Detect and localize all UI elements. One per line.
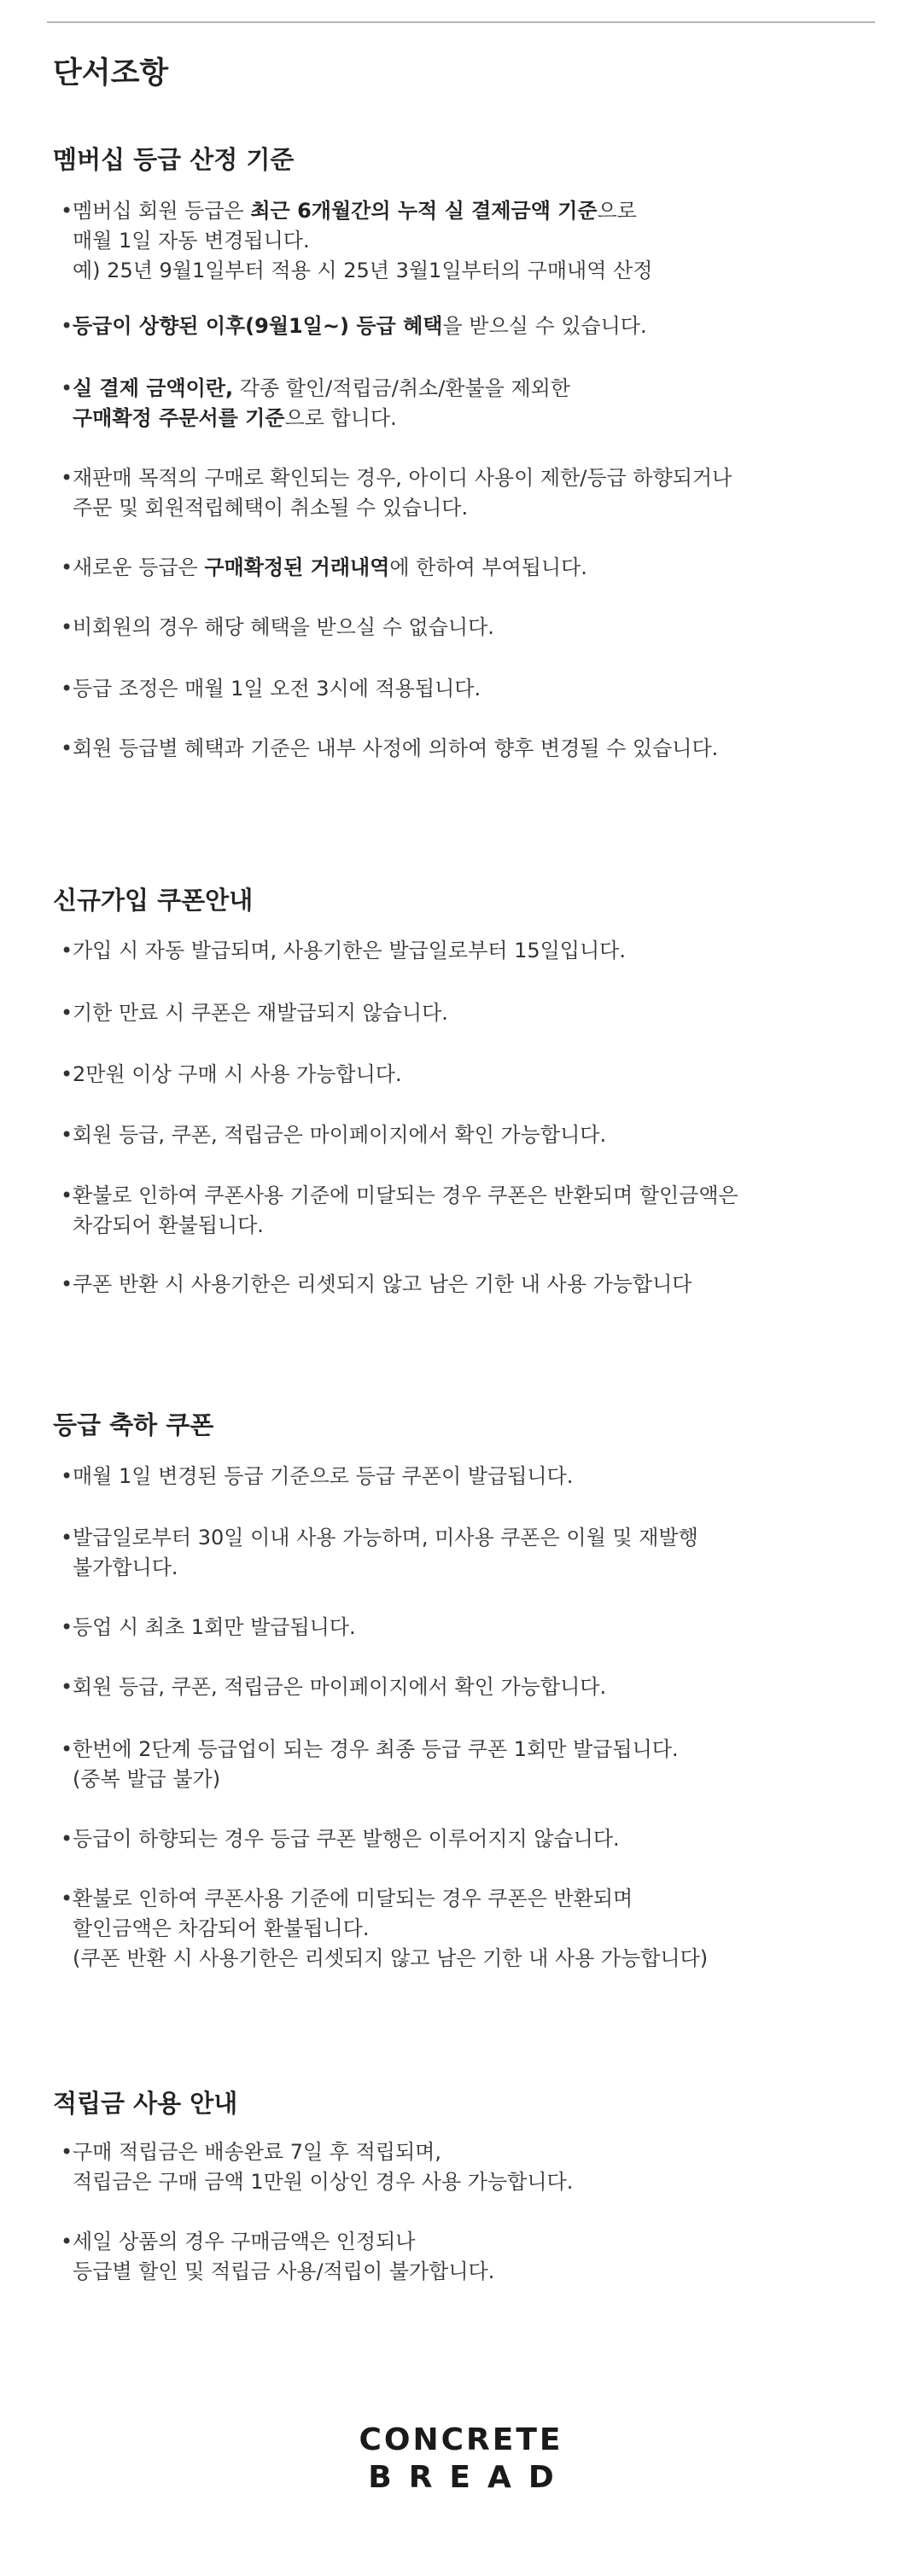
item-line	[73, 1270, 841, 1300]
list-item	[61, 553, 841, 583]
item-line	[73, 2137, 841, 2167]
item-text: 에 한하여 부여됩니다.	[389, 555, 587, 579]
item-text: 한번에 2단계 등급업이 되는 경우 최종 등급 쿠폰 1회만 발급됩니다.	[73, 1737, 679, 1761]
bullet-icon: •	[61, 1001, 73, 1025]
item-line	[73, 1211, 841, 1241]
bullet-icon: •	[61, 1827, 73, 1851]
list-item	[61, 2137, 841, 2197]
item-line	[73, 311, 841, 341]
section-title: 멤버십 등급 산정 기준	[53, 145, 295, 174]
bullet-icon: •	[61, 199, 73, 223]
item-line	[73, 404, 841, 433]
item-line	[73, 374, 841, 404]
item-text: 불가합니다.	[73, 1555, 178, 1579]
list-item	[61, 1270, 841, 1300]
item-text: 회원 등급, 쿠폰, 적립금은 마이페이지에서 확인 가능합니다.	[73, 1123, 607, 1147]
list-item	[61, 1672, 841, 1702]
list-item	[61, 674, 841, 704]
item-line	[73, 998, 841, 1028]
item-line	[73, 553, 841, 583]
item-line	[73, 1765, 841, 1794]
item-text: 새로운 등급은	[73, 555, 205, 579]
section-2	[53, 883, 881, 917]
list-item	[61, 1181, 841, 1241]
item-text: 회원 등급, 쿠폰, 적립금은 마이페이지에서 확인 가능합니다.	[73, 1675, 607, 1699]
item-line	[73, 1060, 841, 1090]
list-item	[61, 1523, 841, 1583]
list-item	[61, 998, 841, 1028]
item-text: 각종 할인/적립금/취소/환불을 제외한	[233, 376, 571, 400]
bullet-icon: •	[61, 615, 73, 639]
list-item	[61, 1060, 841, 1090]
list-item	[61, 1462, 841, 1492]
page-title: 단서조항	[53, 56, 169, 90]
list-item	[61, 374, 841, 433]
item-line	[73, 734, 841, 764]
bullet-icon: •	[61, 466, 73, 490]
list-item	[61, 734, 841, 764]
list-item	[61, 2227, 841, 2287]
bullet-icon: •	[61, 376, 73, 400]
item-line	[73, 1613, 841, 1643]
top-divider	[47, 21, 875, 23]
list-item	[61, 463, 841, 523]
bullet-icon: •	[61, 2230, 73, 2253]
bullet-icon: •	[61, 1272, 73, 1296]
item-text: 기한 만료 시 쿠폰은 재발급되지 않습니다.	[73, 1001, 448, 1025]
section-3	[53, 1408, 881, 1442]
section-4	[53, 2086, 881, 2120]
bullet-icon: •	[61, 1737, 73, 1761]
item-text: (중복 발급 불가)	[73, 1767, 221, 1791]
item-line	[73, 196, 841, 226]
item-line	[73, 613, 841, 643]
bullet-icon: •	[61, 736, 73, 760]
item-text: (쿠폰 반환 시 사용기한은 리셋되지 않고 남은 기한 내 사용 가능합니다)	[73, 1946, 709, 1970]
logo-line-2: BREAD	[368, 2460, 571, 2495]
item-line	[73, 1181, 841, 1211]
list-item	[61, 196, 841, 286]
item-text: 쿠폰 반환 시 사용기한은 리셋되지 않고 남은 기한 내 사용 가능합니다	[73, 1272, 692, 1296]
item-line	[73, 936, 841, 966]
list-item	[61, 1613, 841, 1643]
item-text: 멤버십 회원 등급은	[73, 199, 251, 223]
item-text: 회원 등급별 혜택과 기준은 내부 사정에 의하여 향후 변경될 수 있습니다.	[73, 736, 719, 760]
item-text: 2만원 이상 구매 시 사용 가능합니다.	[73, 1062, 402, 1086]
item-text: 주문 및 회원적립혜택이 취소될 수 있습니다.	[73, 496, 469, 520]
bullet-icon: •	[61, 314, 73, 338]
item-line	[73, 2257, 841, 2287]
list-item	[61, 311, 841, 341]
item-text: 가입 시 자동 발급되며, 사용기한은 발급일로부터 15일입니다.	[73, 939, 626, 962]
item-line	[73, 1824, 841, 1854]
item-text: 적립금은 구매 금액 1만원 이상인 경우 사용 가능합니다.	[73, 2170, 574, 2194]
item-line	[73, 2167, 841, 2197]
section-title: 적립금 사용 안내	[53, 2089, 238, 2118]
item-text: 매월 1일 자동 변경됩니다.	[73, 229, 310, 253]
item-text: 세일 상품의 경우 구매금액은 인정되나	[73, 2230, 416, 2253]
list-item	[61, 613, 841, 643]
item-line	[73, 1944, 841, 1974]
item-text: 으로 합니다.	[284, 406, 397, 430]
item-line	[73, 1523, 841, 1553]
item-text: 재판매 목적의 구매로 확인되는 경우, 아이디 사용이 제한/등급 하향되거나	[73, 466, 732, 490]
item-line	[73, 1735, 841, 1765]
bullet-icon: •	[61, 2140, 73, 2164]
item-text: 차감되어 환불됩니다.	[73, 1213, 264, 1237]
item-line	[73, 674, 841, 704]
bullet-icon: •	[61, 1675, 73, 1699]
item-line	[73, 1120, 841, 1150]
item-text: 예) 25년 9월1일부터 적용 시 25년 3월1일부터의 구매내역 산정	[73, 259, 653, 282]
bullet-icon: •	[61, 1615, 73, 1639]
bullet-icon: •	[61, 939, 73, 962]
item-text: 등급 조정은 매월 1일 오전 3시에 적용됩니다.	[73, 677, 481, 701]
emphasis-text: 등급이 상향된 이후(9월1일~) 등급 혜택	[73, 314, 443, 338]
bullet-icon: •	[61, 1526, 73, 1550]
emphasis-text: 최근 6개월간의 누적 실 결제금액 기준	[250, 199, 598, 223]
section-title: 신규가입 쿠폰안내	[53, 886, 254, 915]
item-text: 을 받으실 수 있습니다.	[442, 314, 647, 338]
item-line	[73, 1884, 841, 1914]
item-line	[73, 2227, 841, 2257]
item-text: 등급이 하향되는 경우 등급 쿠폰 발행은 이루어지지 않습니다.	[73, 1827, 620, 1851]
bullet-icon: •	[61, 1887, 73, 1910]
item-text: 등업 시 최초 1회만 발급됩니다.	[73, 1615, 356, 1639]
bullet-icon: •	[61, 1183, 73, 1207]
item-line	[73, 226, 841, 256]
item-line	[73, 1462, 841, 1492]
list-item	[61, 936, 841, 966]
item-text: 할인금액은 차감되어 환불됩니다.	[73, 1916, 370, 1940]
bullet-icon: •	[61, 1123, 73, 1147]
emphasis-text: 구매확정된 거래내역	[204, 555, 390, 579]
item-text: 발급일로부터 30일 이내 사용 가능하며, 미사용 쿠폰은 이월 및 재발행	[73, 1526, 698, 1550]
bullet-icon: •	[61, 555, 73, 579]
item-line	[73, 463, 841, 493]
item-text: 환불로 인하여 쿠폰사용 기준에 미달되는 경우 쿠폰은 반환되며	[73, 1887, 633, 1910]
list-item	[61, 1735, 841, 1794]
item-line	[73, 1914, 841, 1944]
emphasis-text: 실 결제 금액이란,	[73, 376, 234, 400]
list-item	[61, 1884, 841, 1974]
bullet-icon: •	[61, 1062, 73, 1086]
list-item	[61, 1824, 841, 1854]
section-title: 등급 축하 쿠폰	[53, 1410, 214, 1439]
item-text: 으로	[597, 199, 637, 223]
item-text: 등급별 할인 및 적립금 사용/적립이 불가합니다.	[73, 2259, 495, 2283]
bullet-icon: •	[61, 677, 73, 701]
emphasis-text: 구매확정 주문서를 기준	[73, 406, 285, 430]
item-text: 환불로 인하여 쿠폰사용 기준에 미달되는 경우 쿠폰은 반환되며 할인금액은	[73, 1183, 738, 1207]
list-item	[61, 1120, 841, 1150]
item-line	[73, 1553, 841, 1583]
bullet-icon: •	[61, 1464, 73, 1488]
item-line	[73, 1672, 841, 1702]
item-text: 구매 적립금은 배송완료 7일 후 적립되며,	[73, 2140, 441, 2164]
section-1	[53, 142, 881, 177]
logo-line-1: CONCRETE	[359, 2422, 563, 2457]
item-line	[73, 256, 841, 286]
brand-logo	[0, 2422, 922, 2497]
item-line	[73, 493, 841, 523]
item-text: 매월 1일 변경된 등급 기준으로 등급 쿠폰이 발급됩니다.	[73, 1464, 574, 1488]
item-text: 비회원의 경우 해당 혜택을 받으실 수 없습니다.	[73, 615, 494, 639]
